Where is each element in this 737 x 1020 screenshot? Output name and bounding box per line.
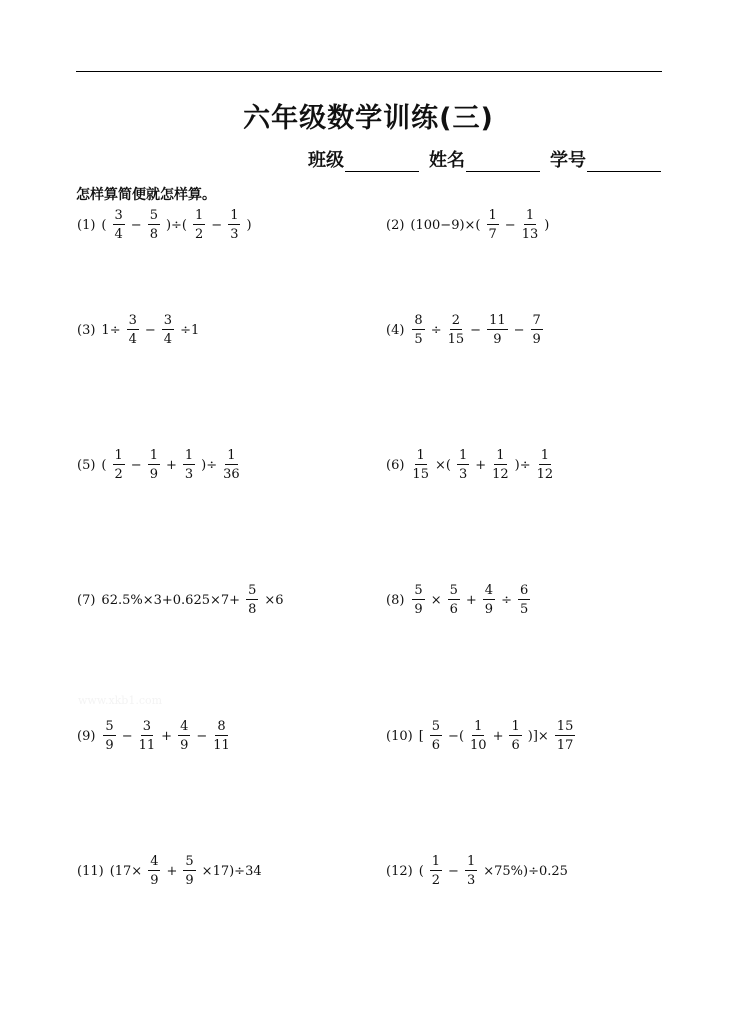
denominator: 5 [519, 602, 529, 617]
name-field[interactable] [429, 146, 540, 172]
expression-text: − [130, 457, 142, 473]
denominator: 2 [431, 873, 441, 888]
numerator: 5 [149, 208, 158, 223]
numerator: 3 [128, 313, 137, 328]
fraction [509, 720, 521, 752]
numerator: 1 [511, 719, 520, 734]
expression-text: ×17)÷34 [201, 863, 262, 879]
denominator: 6 [511, 738, 520, 753]
denominator: 12 [492, 467, 509, 482]
expression-text: ( [418, 863, 424, 879]
denominator: 4 [114, 227, 123, 242]
fraction [448, 584, 460, 616]
fraction [183, 855, 195, 887]
denominator: 2 [195, 227, 204, 242]
denominator: 9 [150, 873, 159, 888]
expression-text: (100−9)×( [410, 217, 481, 233]
numerator: 1 [227, 448, 236, 463]
denominator: 5 [414, 332, 423, 347]
expression-text: ÷ [501, 592, 512, 608]
denominator: 4 [128, 332, 137, 347]
denominator: 15 [412, 467, 429, 482]
expression-text: ( [101, 217, 107, 233]
numerator: 5 [248, 583, 257, 598]
numerator: 5 [105, 719, 114, 734]
numerator: 4 [484, 583, 494, 598]
expression-text: ×( [434, 457, 451, 473]
fraction [492, 449, 509, 481]
fraction [193, 209, 205, 241]
header-rule [76, 71, 662, 72]
expression-text: − [130, 217, 142, 233]
denominator: 9 [532, 332, 541, 347]
problem-number: (3) [77, 322, 96, 338]
problem-number: (4) [386, 322, 405, 338]
fraction [522, 209, 539, 241]
expression-text: 62.5%×3+0.625×7+ [101, 592, 241, 608]
denominator: 8 [149, 227, 158, 242]
numerator: 6 [519, 583, 529, 598]
denominator: 2 [114, 467, 123, 482]
class-blank[interactable] [345, 153, 419, 172]
denominator: 11 [213, 738, 230, 753]
problem-number: (2) [386, 217, 405, 233]
numerator: 1 [230, 208, 239, 223]
numerator: 8 [217, 719, 226, 734]
expression-text: + [166, 863, 178, 879]
fraction [412, 584, 424, 616]
problem-number: (8) [386, 592, 405, 608]
denominator: 8 [248, 602, 257, 617]
fraction [555, 720, 576, 752]
fraction [113, 449, 125, 481]
expression-text: − [448, 863, 459, 879]
numerator: 1 [149, 448, 158, 463]
numerator: 4 [150, 854, 159, 869]
problem-number: (1) [77, 217, 96, 233]
denominator: 12 [536, 467, 554, 482]
expression-text: − [121, 728, 133, 744]
class-field[interactable] [308, 146, 419, 172]
problem-7 [77, 584, 286, 616]
denominator: 9 [180, 738, 189, 753]
expression-text: ×75%)÷0.25 [483, 863, 568, 879]
expression-text: (17× [109, 863, 143, 879]
numerator: 7 [532, 313, 541, 328]
denominator: 3 [184, 467, 194, 482]
fraction [457, 449, 469, 481]
problem-5 [77, 449, 244, 481]
fraction [148, 855, 160, 887]
numerator: 1 [195, 208, 204, 223]
fraction [448, 314, 465, 346]
expression-text: [ [418, 728, 424, 744]
denominator: 9 [493, 332, 502, 347]
problem-4 [386, 314, 547, 346]
expression-text: + [465, 592, 477, 608]
fraction [113, 209, 125, 241]
denominator: 9 [105, 738, 114, 753]
expression-text: − [504, 217, 516, 233]
expression-text: )]× [527, 728, 549, 744]
problem-1 [77, 209, 254, 241]
problem-10 [386, 720, 579, 752]
student-info [308, 146, 661, 172]
fraction [487, 209, 499, 241]
fraction [139, 720, 156, 752]
denominator: 15 [447, 332, 465, 347]
denominator: 3 [458, 467, 468, 482]
name-label: 姓名 [429, 150, 465, 171]
fraction [148, 209, 160, 241]
expression-text: )÷( [165, 217, 188, 233]
name-blank[interactable] [466, 153, 540, 172]
denominator: 9 [149, 467, 158, 482]
numerator: 3 [163, 313, 173, 328]
expression-text: ( [101, 457, 107, 473]
numerator: 2 [451, 313, 461, 328]
numerator: 4 [180, 719, 189, 734]
problem-number: (11) [77, 863, 104, 879]
numerator: 1 [525, 208, 535, 223]
denominator: 6 [431, 738, 441, 753]
expression-text: ) [246, 217, 252, 233]
expression-text: −( [448, 728, 465, 744]
problem-11 [77, 855, 264, 887]
denominator: 9 [185, 873, 194, 888]
expression-text: − [470, 322, 482, 338]
denominator: 10 [470, 738, 487, 753]
problem-9 [77, 720, 234, 752]
expression-text: + [161, 728, 173, 744]
fraction [228, 209, 240, 241]
expression-text: + [492, 728, 504, 744]
fraction [430, 855, 442, 887]
fraction [470, 720, 487, 752]
denominator: 36 [223, 467, 240, 482]
fraction [148, 449, 160, 481]
problem-number: (9) [77, 728, 96, 744]
fraction [246, 584, 258, 616]
denominator: 13 [521, 227, 539, 242]
numerator: 3 [142, 719, 152, 734]
fraction [213, 720, 230, 752]
problem-2 [386, 209, 551, 241]
problem-6 [386, 449, 557, 481]
numerator: 1 [496, 448, 505, 463]
fraction [183, 449, 195, 481]
denominator: 7 [488, 227, 497, 242]
expression-text: ) [544, 217, 550, 233]
expression-text: 1÷ [101, 322, 121, 338]
numerator: 1 [474, 719, 483, 734]
instruction: 怎样算简便就怎样算。 [76, 187, 216, 203]
student-number-field[interactable] [550, 146, 661, 172]
problem-number: (12) [386, 863, 413, 879]
fraction [412, 449, 429, 481]
denominator: 9 [484, 602, 494, 617]
class-label: 班级 [308, 150, 344, 171]
fraction [465, 855, 477, 887]
fraction [531, 314, 543, 346]
numerator: 15 [556, 719, 574, 734]
problem-number: (5) [77, 457, 96, 473]
numerator: 3 [114, 208, 123, 223]
expression-text: − [513, 322, 525, 338]
numerator: 5 [185, 854, 194, 869]
denominator: 3 [466, 873, 476, 888]
fraction [412, 314, 424, 346]
numerator: 5 [431, 719, 441, 734]
fraction [223, 449, 240, 481]
fraction [518, 584, 530, 616]
expression-text: )÷ [514, 457, 531, 473]
fraction [430, 720, 442, 752]
problem-3 [77, 314, 201, 346]
page-title: 六年级数学训练(三) [243, 103, 494, 134]
denominator: 4 [163, 332, 173, 347]
expression-text: ÷1 [180, 322, 200, 338]
expression-text: )÷ [201, 457, 218, 473]
fraction [483, 584, 495, 616]
fraction [127, 314, 139, 346]
fraction [162, 314, 174, 346]
expression-text: ÷ [430, 322, 442, 338]
numerator: 11 [489, 313, 506, 328]
problem-12 [386, 855, 570, 887]
denominator: 17 [556, 738, 574, 753]
fraction [487, 314, 508, 346]
expression-text: + [475, 457, 487, 473]
expression-text: ×6 [264, 592, 284, 608]
numerator: 1 [431, 854, 441, 869]
numerator: 1 [416, 448, 425, 463]
numerator: 1 [466, 854, 476, 869]
problem-number: (7) [77, 592, 96, 608]
expression-text: − [196, 728, 208, 744]
watermark: www.xkb1.com [78, 694, 163, 707]
expression-text: − [211, 217, 223, 233]
problem-8 [386, 584, 534, 616]
numerator: 5 [414, 583, 423, 598]
expression-text: × [430, 592, 442, 608]
numerator: 1 [184, 448, 194, 463]
fraction [103, 720, 115, 752]
numerator: 1 [114, 448, 123, 463]
expression-text: − [144, 322, 156, 338]
fraction [537, 449, 554, 481]
student-number-label: 学号 [550, 150, 586, 171]
numerator: 1 [458, 448, 468, 463]
numerator: 5 [449, 583, 458, 598]
fraction [178, 720, 190, 752]
problem-number: (6) [386, 457, 405, 473]
denominator: 6 [449, 602, 458, 617]
expression-text: + [165, 457, 177, 473]
numerator: 1 [540, 448, 550, 463]
student-number-blank[interactable] [587, 153, 661, 172]
numerator: 8 [414, 313, 423, 328]
numerator: 1 [488, 208, 497, 223]
problem-number: (10) [386, 728, 413, 744]
denominator: 11 [138, 738, 156, 753]
denominator: 9 [414, 602, 423, 617]
denominator: 3 [230, 227, 239, 242]
